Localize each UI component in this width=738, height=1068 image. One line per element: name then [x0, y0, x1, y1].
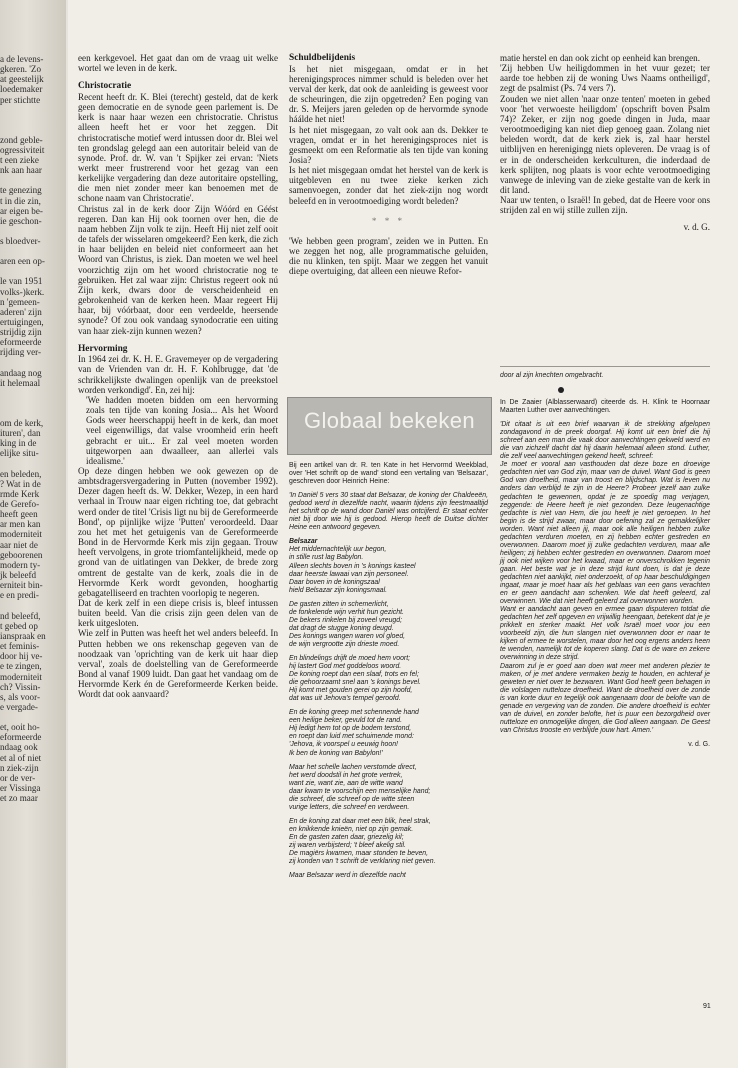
paragraph: 'We hebben geen program', zeiden we in Putten. En we zeggen het nog, alle programmatische geluiden, die nu klinken, ten spijt. Maar we zeggen het vanuit diepe overtuiging, dat alleen een nieuwe Refor-	[289, 235, 488, 277]
paragraph: Naar uw tenten, o Israël! In gebed, dat de Heere voor ons strijden zal en wij stille zullen zijn.	[500, 195, 710, 216]
intro-text: Bij een artikel van dr. R. ten Kate in het Hervormd Weekblad, over 'Het schrift op de wand' stond een vertaling van 'Belsazar', geschreven door Heinrich Heine:	[289, 462, 488, 486]
gutter-fragment: e en predi-	[0, 590, 39, 601]
gutter-fragment: andaag nog	[0, 367, 42, 378]
poem-line: vurige letters, die schreef en verdween.	[289, 803, 410, 811]
gutter-fragment: n 'gemeen-	[0, 296, 40, 307]
poem-line: de wijn vergrootte zijn drieste moed.	[289, 640, 400, 648]
gutter-fragment	[0, 125, 62, 135]
poem-line: dat was uit Jehova's tempel geroofd.	[289, 695, 401, 703]
poem-line: De bekers rinkelen bij zoveel vreugd;	[289, 616, 402, 624]
poem-line: zij konden van 't schrift de verklaring niet geven.	[289, 858, 436, 866]
paragraph: Op deze dingen hebben we ook gewezen op de ambtsdragersvergadering in Putten (november 1992). Dezer dagen heeft ds. W. Dekker, Wezep, in een hard verhaal in Trouw naar eigen richting toe, dat gebracht werd onder de titel 'Crisis ligt nu bij de Gereformeerde Bond', op pijnlijke wijze 'Putten' veroordeeld. Daar zou het met het getuigenis van de Gereformeerde Bond in de Hervormde Kerk mis zijn gegaan. Trouw heeft vervolgens, in grote triomfantelijkheid, mede op grond van de uitlatingen van Dekker, de brede zorg omtrent de gestalte van de kerk, zoals die in de Hervormde Kerk wordt gevonden, hooghartig gebagatelliseerd en trachten voorlopig te negeren.	[78, 465, 278, 598]
section-separator: * * *	[371, 215, 406, 226]
poem-line: en roept dan luid met schuimende mond:	[289, 733, 414, 741]
gutter-fragment: nd beleefd,	[0, 610, 41, 621]
paragraph: Wie zelf in Putten was heeft het wel anders beleefd. In Putten hebben we ons rekenschap gegeven van de noodzaak van 'oprichting van de kerk uit haar diep verval', zoals de doelstelling van de Gereformeerde Bond al vanaf 1909 luidt. Dan gaat het vandaag om de Hervormde Kerk én de Gereformeerde Kerken beide. Wordt dat ook aanvaard?	[78, 628, 278, 700]
quote-text: 'Dit citaat is uit een brief waarvan ik de strekking afgelopen zondagavond in de preek doorgaf. Hij komt uit een brief die hij schreef aan een man die vaak door aanvechtingen gekweld werd en die van zichzelf dacht dat hij daarin helemaal alleen stond. Luther, die zelf veel aanvechtingen gekend heeft, schreef:	[500, 421, 710, 461]
gutter-fragment: zond geble-	[0, 134, 43, 145]
poem-line: een heilige beker, gevuld tot de rand.	[289, 717, 403, 725]
poem-line: want zie, want zie, aan de witte wand	[289, 779, 403, 787]
poem-continuation: door al zijn knechten omgebracht.	[500, 372, 604, 379]
gutter-fragment: s bloedver-	[0, 236, 41, 247]
gutter-fragment: ie geschon-	[0, 215, 42, 226]
gutter-fragment: ch? Vissin-	[0, 681, 41, 692]
gutter-fragment: en beleden,	[0, 468, 42, 479]
poem-line: Des konings wangen waren vol gloed,	[289, 632, 406, 640]
gutter-fragment: elijke situ-	[0, 448, 39, 459]
quote-text: 'In Daniël 5 vers 30 staat dat Belsazar, de koning der Chaldeeën, gedood werd in diezelfde nacht, waarin tijdens zijn feestmaaltijd het schrift op de wand door Daniël was ontcijferd. Er staat echter niet bij door wie hij is gedood. Hierop heeft de Duitse dichter Heine een antwoord gegeven.	[289, 492, 488, 532]
gutter-fragment: erniteit bin-	[0, 580, 43, 591]
heading-schuldbelijdenis: Schuldbelijdenis	[289, 53, 356, 63]
poem-line: Maar Belsazar werd in diezelfde nacht	[289, 872, 406, 880]
heading-hervorming: Hervorming	[78, 343, 128, 354]
gutter-fragment: ? Wat in de	[0, 478, 41, 489]
gutter-fragment: strijdig zijn	[0, 327, 42, 338]
paragraph: Is het niet misgegaan omdat het herstel van de kerk is uitgebleven en nu twee zieke kerken zich samenvoegen, zonder dat het ziek-zijn nog wordt beleefd en in verootmoediging wordt beleden?	[289, 165, 488, 206]
gutter-fragment	[0, 115, 62, 125]
globaal-column	[289, 462, 488, 880]
zaaier-column	[500, 372, 710, 380]
gutter-fragment: jk beleefd	[0, 570, 37, 581]
previous-page-fragments	[0, 54, 62, 803]
banner-title: Globaal bekeken	[303, 408, 476, 433]
intro-text: een kerkgevoel. Het gaat dan om de vraag uit welke wortel we leven in de kerk.	[78, 53, 278, 74]
gutter-fragment: a de levens-	[0, 54, 44, 64]
gutter-fragment	[0, 388, 62, 398]
poem-line: zij waren verbijsterd; 't bleef akelig stil.	[289, 841, 406, 849]
gutter-fragment	[0, 459, 62, 469]
gutter-fragment	[0, 398, 62, 408]
gutter-fragment: aren een op-	[0, 256, 45, 267]
paragraph: In 1964 zei dr. K. H. E. Gravemeyer op de vergadering van de Vrienden van dr. H. F. Kohlbrugge, dat 'de schrikkelijkste dwalingen openlijk van de preekstoel worden verkondigd'. En, zei hij:	[78, 354, 278, 395]
gutter-fragment: et, ooit ho-	[0, 722, 40, 733]
bullet-dot	[558, 387, 564, 393]
gutter-fragment: t gebed op	[0, 620, 38, 631]
block-quote: 'We hadden moeten bidden om een hervorming zoals ten tijde van koning Josia... Als het Woord Gods weer heerschappij heeft in de kerk, dan moet veel eigenwilligs, dat valse vroomheid erin heeft gebracht er uit... Er zal veel moeten worden uitgeworpen aan dwaalleer, aan allerlei vals idealisme.'	[86, 394, 278, 466]
gutter-fragment	[0, 246, 62, 256]
poem-line: daar kwam te voorschijn een menselijke hand;	[289, 787, 431, 795]
poem-line: 'Jehova, ik voorspel u eeuwig hoon!	[289, 741, 398, 749]
paragraph: Is het niet misgegaan, omdat er in het herenigingsproces nimmer schuld is beleden over het verval der kerk, dat ook de aanleiding is geweest voor de scheuringen, die zijn opgetreden? Een poging van dr. S. Meijers jaren geleden op de hervormde synode háálde het niet!	[289, 63, 488, 125]
gutter-fragment: ertuigingen,	[0, 316, 44, 327]
poem-line: Hij ledigt hem tot op de bodem terstond,	[289, 725, 412, 733]
poem-line: Ik ben de koning van Babylon!'	[289, 749, 383, 757]
gutter-fragment: gkeren. 'Zo	[0, 64, 42, 75]
gutter-fragment: geboorenen	[0, 549, 43, 560]
poem-line: hield Belsazar zijn koningsmaal.	[289, 586, 388, 594]
gutter-fragment: aderen' zijn	[0, 306, 42, 317]
gutter-fragment: eformeerde	[0, 732, 42, 743]
gutter-fragment: ar men kan	[0, 519, 41, 530]
quote-body: Je moet er vooral aan vasthouden dat deze boze en droevige gedachten niet van God zijn, maar van de duivel. Want God is geen God van droefheid, maar van troost en blijdschap. Wat is leven nu anders dan verblijd te zijn in de Heere? Probeer jezelf aan zulke gedachten te gewennen, opdat je ze spoedig mag verjagen, zeggende: de Heere heeft je niet gezonden. Deze leugenachtige gedachte is niet van Hem, die jou heeft je niet geroepen. In het begin is de strijd zwaar, maar door oefening zal ze gemakkelijker worden. Want niet alleen jij, maar ook alle heiligen hebben zulke gedachten verduren moeten, en zij hebben echter gestreden en overwonnen. Daarom moet jij zulke gedachten verduren, maar alle heiligen; zij hebben echter gestreden en overwonnen. Daarom moet jij ook niet wijken voor het kwaad, maar er onverschrokken tegenin gaan. Het beste wat je in deze strijd kunt doen, is dat je deze gedachten niet aankijkt, niet onderzoekt, of op haar beschuldigingen ingaat, maar je moet haar als het geblaas van een gans verachten en er geen aandacht aan schenken. Wie dat heeft geleerd, zal overwinnen. Wie dat niet heeft geleerd zal overwonnen worden.	[500, 461, 710, 606]
paragraph: matie herstel en dan ook zicht op eenheid kan brengen.	[500, 53, 700, 63]
gutter-fragment: s, als voor-	[0, 691, 40, 702]
gutter-fragment	[0, 408, 62, 418]
gutter-fragment	[0, 601, 62, 611]
gutter-fragment: et feminis-	[0, 641, 40, 652]
gutter-fragment	[0, 266, 62, 276]
poem-line: hij lastert God met goddeloos woord.	[289, 663, 402, 671]
signature: v. d. G.	[683, 221, 710, 232]
gutter-fragment: modern ty-	[0, 559, 41, 570]
gutter-fragment: rmde Kerk	[0, 488, 40, 499]
poem	[289, 546, 488, 880]
gutter-fragment: e te zingen,	[0, 661, 42, 672]
quote-body: Want er aandacht aan geven en ermee gaan disputeren totdat die gedachten het zelf opgeven en vrijwillig heengaan, betekent dat je je prikkelt en sterker maakt. Het volk Israël moet voor jou een voorbeeld zijn, die hun slangen niet overwonnen door er naar te kijken of ermee te worstelen, maar door het oog ergens anders heen te wenden, namelijk tot de koperen slang. Dat is de ware en zekere overwinning in deze strijd.	[500, 606, 710, 662]
poem-line: Het middernachtelijk uur begon,	[289, 546, 387, 554]
poem-line: En de gasten zaten daar, griezelig kil;	[289, 833, 404, 841]
poem-line: die schreef, die schreef op de witte steen	[289, 795, 415, 803]
gutter-fragment: ndaag ook	[0, 742, 38, 753]
gutter-fragment: et al of niet	[0, 752, 42, 763]
paragraph: 'Zij hebben Uw heiligdommen in het vuur gezet; ter aarde toe hebben zij de woning Uws Naams ontheiligd', zegt de psalmist (Ps. 74 vers 7).	[500, 63, 710, 94]
poem-line: in stille rust lag Babylon.	[289, 554, 364, 562]
page-number: 91	[703, 1003, 711, 1010]
gutter-fragment	[0, 226, 62, 236]
gutter-fragment: om de kerk,	[0, 417, 44, 428]
signature: v. d. G.	[688, 740, 710, 748]
gutter-fragment: ogressiviteit	[0, 144, 45, 155]
poem-line: De gasten zitten in schemerlicht,	[289, 600, 389, 608]
gutter-fragment: or de ver-	[0, 772, 36, 783]
poem-line: De magiërs kwamen, maar stonden te beven,	[289, 850, 429, 858]
gutter-fragment: heeft geen	[0, 509, 38, 520]
gutter-fragment	[0, 358, 62, 368]
column-1	[78, 53, 278, 700]
paragraph: Dat de kerk zelf in een diepe crisis is, bleef intussen buiten beeld. Van die crisis zijn geen delen van de kerk uitgesloten.	[78, 598, 278, 629]
quote-body: Daarom zul je er goed aan doen wat meer met anderen plezier te maken, of je met andere vermaken bezig te houden, en achteraf je geweten er niet over te bezwaren. Want God heeft geen behagen in die volslagen nutteloze droefheid. Want de droefheid over de zonde is van korte duur en tegelijk ook aangenaam door de belofte van de genade en vergeving van de zonden. Die andere droefheid is echter van de duivel, en zonder belofte, het is puur een bezorgdheid over nutteloze en onmogelijke dingen, die God alleen aangaan. De Geest van Christus trooste en verblijde jouw hart. Amen.'	[500, 662, 710, 734]
heading-christocratie: Christocratie	[78, 81, 132, 92]
paragraph: Recent heeft dr. K. Blei (terecht) gesteld, dat de kerk geen democratie en de synode geen parlement is. De kerk is naar haar wezen een christocratie. Christus alleen heeft het er voor het zeggen. Dit christocratische motief werd intussen door dr. Blei wel ten grondslag gelegd aan een autoritair beleid van de synode. Prof. dr. W. van 't Spijker zei ervan: 'Niets werkt meer frustrerend voor het gezag van een kerkelijke vergadering dan deze autoritaire opstelling, die men niet zonder meer kan benoemen met de schone naam van Christocratie'.	[78, 91, 278, 204]
paragraph: Zouden we niet allen 'naar onze tenten' moeten in gebed voor 'het verwoeste heiligdom' (opschrift boven Psalm 74)? Zeker, er zijn nog goede dingen in Juda, maar verootmoediging kan niet diep genoeg gaan. Zolang niet beleden wordt, dat de kerk ziek is, zal haar herstel uitblijven en herenigingg niets opleveren. De vraag is of er in de onderscheiden kerkculturen, die inderdaad de kerk splijten, nog plaats is voor echte verootmoediging vanwege de inleving van de zieke gestalte van de kerk in dit land.	[500, 93, 710, 196]
zaaier-body	[500, 399, 710, 749]
poem-line: Hij komt met gouden gerei op zijn hoofd,	[289, 687, 413, 695]
gutter-fragment: at geestelijk	[0, 74, 44, 85]
gutter-fragment: ituren', dan	[0, 428, 41, 439]
gutter-fragment	[0, 105, 62, 115]
divider	[500, 366, 710, 367]
gutter-fragment: moderniteit	[0, 671, 42, 682]
section-banner	[287, 397, 492, 455]
poem-line: dat dragt de stugge koning deugd.	[289, 624, 394, 632]
gutter-fragment: per stichtte	[0, 94, 41, 105]
poem-line: daar heerste lawaai van zijn personeel.	[289, 570, 409, 578]
poem-line: En de koning zat daar met een blik, heel strak,	[289, 817, 431, 825]
gutter-fragment: de Gerefo-	[0, 499, 40, 509]
gutter-fragment: n ziek-zijn	[0, 762, 39, 773]
gutter-fragment: loedemaker	[0, 84, 43, 95]
paragraph: Is het niet misgegaan, zo valt ook aan ds. Dekker te vragen, omdat er in het herenigingsproces niet is gesmeekt om een Reformatie als ten tijde van koning Josia?	[289, 124, 488, 165]
gutter-fragment: er Vissinga	[0, 783, 41, 794]
poem-line: Maar het schelle lachen verstomde direct,	[289, 763, 417, 771]
poem-line: en knikkende knieën, niet op zijn gemak.	[289, 825, 414, 833]
gutter-fragment: e vergade-	[0, 701, 38, 712]
poem-line: het werd doodstil in het grote vertrek,	[289, 771, 403, 779]
poem-line: En de koning greep met schennende hand	[289, 709, 419, 717]
poem-line: de fonkelende wijn verhit hun gezicht.	[289, 608, 404, 616]
poem-line: Daar boven in de koningszaal	[289, 578, 380, 586]
gutter-fragment: te genezing	[0, 185, 42, 196]
gutter-fragment: king in de	[0, 438, 37, 449]
intro-text: In De Zaaier (Alblasserwaard) citeerde ds. H. Klink te Hoornaar Maarten Luther over aanvechtingen.	[500, 399, 710, 415]
gutter-fragment: moderniteit	[0, 529, 42, 540]
gutter-fragment: it helemaal	[0, 377, 41, 388]
gutter-fragment	[0, 175, 62, 185]
gutter-fragment: eformeerde	[0, 337, 42, 348]
column-2	[289, 53, 488, 277]
gutter-fragment: volks-)kerk.	[0, 286, 45, 297]
gutter-fragment	[0, 712, 62, 722]
gutter-fragment: t een zieke	[0, 155, 39, 166]
poem-title: Belsazar	[289, 538, 318, 546]
poem-line: Alleen slechts boven in 's konings kasteel	[289, 562, 416, 570]
poem-line: die gehoorzaamt snel aan 's konings bevel.	[289, 679, 421, 687]
poem-line: En blindelings drijft de moed hem voort;	[289, 654, 411, 662]
gutter-fragment: door hij ve-	[0, 651, 43, 662]
gutter-fragment: nk aan haar	[0, 165, 42, 176]
column-3	[500, 53, 710, 232]
gutter-fragment: t in die zin,	[0, 195, 41, 206]
paragraph: Christus zal in de kerk door Zijn Wóórd en Géést regeren. Dan kan Hij ook toornen over hen, die de naam hebben Zijn volk te zijn. Heeft Hij niet zelf ooit de tafels der wisselaren omgekeerd? Een kerk, die zich in haar belijden en beleid niet conformeert aan het Woord van Christus, is ziek. Dan moeten we wel heel voorzichtig zijn om het woord christocratie nog te gebruiken. Het zal waar zijn: Christus regeert ook nú Zijn kerk, dwars door de verscheidenheid en gebrokenheid van de kerken heen. Maar regeert Hij haar, bij vóórbaat, door een verdeelde, heersende synode? Of zou ook vandaag synodocratie een uiting van haar ziek-zijn kunnen wezen?	[78, 203, 278, 336]
poem-line: De koning roept dan een slaaf, trots en fel;	[289, 671, 419, 679]
gutter-fragment: aar niet de	[0, 539, 38, 550]
gutter-fragment: rijding ver-	[0, 347, 41, 358]
gutter-fragment: et zo maar	[0, 793, 38, 804]
gutter-fragment: ar eigen be-	[0, 205, 43, 216]
gutter-fragment: le van 1951	[0, 276, 43, 287]
gutter-fragment: ianspraak en	[0, 630, 46, 641]
